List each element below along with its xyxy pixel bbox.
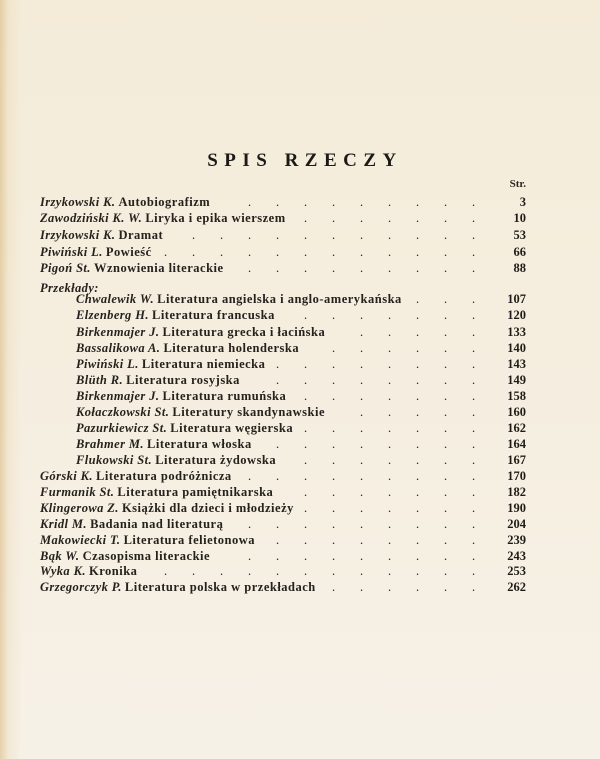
- toc-entry: [40, 260, 526, 276]
- entry-page-number: 162: [507, 421, 526, 435]
- leader-dot: .: [416, 325, 420, 339]
- leader-dot: .: [472, 195, 476, 209]
- entry-author: Flukowski St.: [76, 453, 153, 467]
- entry-title: Literatura włoska: [147, 437, 252, 451]
- leader-dot: .: [332, 453, 336, 467]
- entry-page-number: 120: [507, 308, 526, 322]
- leader-dot: .: [304, 501, 308, 515]
- leader-dot: .: [444, 469, 448, 483]
- leader-dot: .: [360, 421, 364, 435]
- leader-dot: .: [332, 341, 336, 355]
- entry-author: Makowiecki T.: [40, 533, 121, 547]
- page-title: SPIS RZECZY: [207, 150, 403, 171]
- entry-page-number: 107: [507, 292, 526, 306]
- leader-dot: .: [276, 228, 280, 242]
- leader-dot: .: [360, 325, 364, 339]
- leader-dot: .: [248, 228, 252, 242]
- leader-dot: .: [388, 517, 392, 531]
- leader-dot: .: [388, 421, 392, 435]
- leader-dot: .: [360, 437, 364, 451]
- leader-dot: .: [416, 517, 420, 531]
- entry-title: Kronika: [89, 564, 138, 578]
- leader-dot: .: [192, 245, 196, 259]
- leader-dot: .: [360, 211, 364, 225]
- entry-author: Elzenberg H.: [76, 308, 149, 322]
- leader-dot: .: [444, 564, 448, 578]
- leader-dot: .: [472, 228, 476, 242]
- entry-page-number: 88: [513, 261, 526, 275]
- leader-dot: .: [388, 228, 392, 242]
- leader-dot: .: [304, 549, 308, 563]
- leader-dot: .: [388, 357, 392, 371]
- leader-dot: .: [472, 533, 476, 547]
- entry-title: Literatura rosyjska: [126, 373, 240, 387]
- toc-entry: [76, 324, 526, 340]
- entry-title: Literatura angielska i anglo-amerykańska: [157, 292, 402, 306]
- leader-dot: .: [360, 469, 364, 483]
- leader-dot: .: [444, 580, 448, 594]
- toc-entry: [40, 579, 526, 595]
- leader-dot: .: [304, 245, 308, 259]
- entry-page-number: 182: [507, 485, 526, 499]
- leader-dot: .: [304, 308, 308, 322]
- leader-dot: .: [332, 485, 336, 499]
- leader-dot: .: [444, 228, 448, 242]
- entry-author: Kołaczkowski St.: [76, 405, 170, 419]
- entry-page-number: 133: [507, 325, 526, 339]
- entry-title: Dramat: [118, 228, 164, 242]
- entry-author: Bąk W.: [40, 549, 80, 563]
- toc-entry: [40, 194, 526, 210]
- entry-author: Brahmer M.: [76, 437, 144, 451]
- leader-dot: .: [416, 405, 420, 419]
- leader-dot: .: [248, 195, 252, 209]
- entry-author: Górski K.: [40, 469, 93, 483]
- leader-dot: .: [220, 245, 224, 259]
- leader-dot: .: [472, 501, 476, 515]
- leader-dot: .: [416, 549, 420, 563]
- leader-dot: .: [472, 292, 476, 306]
- leader-dot: .: [276, 245, 280, 259]
- leader-dot: .: [304, 195, 308, 209]
- leader-dot: .: [388, 245, 392, 259]
- leader-dot: .: [444, 308, 448, 322]
- leader-dot: .: [304, 437, 308, 451]
- entry-title: Literatura węgierska: [170, 421, 294, 435]
- entry-page-number: 66: [513, 245, 526, 259]
- entry-title: Literatura rumuńska: [162, 389, 287, 403]
- leader-dot: .: [360, 245, 364, 259]
- toc-entry: [76, 372, 526, 388]
- leader-dot: .: [472, 437, 476, 451]
- leader-dot: .: [276, 261, 280, 275]
- entry-author: Zawodziński K. W.: [40, 211, 143, 225]
- leader-dot: .: [388, 437, 392, 451]
- entry-author: Birkenmajer J.: [76, 389, 160, 403]
- entry-author: Irzykowski K.: [40, 228, 116, 242]
- entry-author: Chwalewik W.: [76, 292, 154, 306]
- entry-page-number: 3: [519, 195, 526, 209]
- leader-dot: .: [444, 357, 448, 371]
- leader-dot: .: [304, 389, 308, 403]
- leader-dot: .: [472, 245, 476, 259]
- leader-dot: .: [360, 485, 364, 499]
- entry-author: Bassalikowa A.: [76, 341, 161, 355]
- leader-dot: .: [360, 373, 364, 387]
- leader-dot: .: [332, 389, 336, 403]
- leader-dot: .: [472, 261, 476, 275]
- toc-entry: [76, 388, 526, 404]
- leader-dot: .: [444, 501, 448, 515]
- entry-title: Literatura żydowska: [155, 453, 277, 467]
- leader-dot: .: [416, 501, 420, 515]
- leader-dot: .: [304, 373, 308, 387]
- leader-dot: .: [416, 292, 420, 306]
- entry-author: Wyka K.: [40, 564, 86, 578]
- leader-dot: .: [472, 517, 476, 531]
- leader-dot: .: [472, 373, 476, 387]
- leader-dot: .: [472, 389, 476, 403]
- leader-dot: .: [360, 195, 364, 209]
- entry-title: Literatury skandynawskie: [172, 405, 326, 419]
- leader-dot: .: [332, 195, 336, 209]
- leader-dot: .: [416, 308, 420, 322]
- leader-dot: .: [332, 533, 336, 547]
- leader-dot: .: [360, 549, 364, 563]
- leader-dot: .: [304, 469, 308, 483]
- leader-dot: .: [444, 261, 448, 275]
- leader-dot: .: [388, 533, 392, 547]
- entry-page-number: 53: [513, 228, 526, 242]
- leader-dot: .: [388, 453, 392, 467]
- leader-dot: .: [388, 549, 392, 563]
- leader-dot: .: [276, 517, 280, 531]
- leader-dot: .: [360, 357, 364, 371]
- toc-entry: [40, 548, 526, 564]
- leader-dot: .: [444, 325, 448, 339]
- leader-dot: .: [248, 564, 252, 578]
- toc-entry: [76, 452, 526, 468]
- entry-title: Literatura grecka i łacińska: [162, 325, 326, 339]
- leader-dot: .: [192, 564, 196, 578]
- leader-dot: .: [304, 564, 308, 578]
- leader-dot: .: [248, 245, 252, 259]
- leader-dot: .: [416, 211, 420, 225]
- toc-entry: [40, 500, 526, 516]
- leader-dot: .: [360, 389, 364, 403]
- leader-dot: .: [472, 325, 476, 339]
- leader-dot: .: [416, 357, 420, 371]
- leader-dot: .: [388, 469, 392, 483]
- leader-dot: .: [248, 261, 252, 275]
- leader-dot: .: [444, 211, 448, 225]
- leader-dot: .: [388, 308, 392, 322]
- leader-dot: .: [388, 261, 392, 275]
- entry-author: Piwiński L.: [40, 245, 103, 259]
- leader-dot: .: [416, 228, 420, 242]
- leader-dot: .: [444, 245, 448, 259]
- leader-dot: .: [416, 421, 420, 435]
- entry-title: Literatura polska w przekładach: [124, 580, 316, 594]
- leader-dot: .: [360, 261, 364, 275]
- leader-dot: .: [472, 405, 476, 419]
- entry-page-number: 243: [507, 549, 526, 563]
- leader-dot: .: [276, 437, 280, 451]
- entry-author: Klingerowa Z.: [40, 501, 119, 515]
- leader-dot: .: [388, 373, 392, 387]
- leader-dot: .: [444, 405, 448, 419]
- leader-dot: .: [360, 533, 364, 547]
- leader-dot: .: [472, 469, 476, 483]
- toc-entry: [40, 227, 526, 243]
- leader-dot: .: [248, 549, 252, 563]
- leader-dot: .: [388, 211, 392, 225]
- toc-entry: [76, 356, 526, 372]
- entry-author: Furmanik St.: [40, 485, 115, 499]
- leader-dot: .: [416, 453, 420, 467]
- entry-title: Powieść: [105, 245, 152, 259]
- leader-dot: .: [192, 228, 196, 242]
- entry-author: Irzykowski K.: [40, 195, 116, 209]
- leader-dot: .: [416, 245, 420, 259]
- leader-dot: .: [332, 580, 336, 594]
- leader-dot: .: [276, 564, 280, 578]
- leader-dot: .: [444, 292, 448, 306]
- leader-dot: .: [444, 195, 448, 209]
- leader-dot: .: [416, 580, 420, 594]
- toc-entry: [40, 210, 526, 226]
- entry-page-number: 158: [507, 389, 526, 403]
- entry-title: Literatura niemiecka: [141, 357, 266, 371]
- leader-dot: .: [332, 357, 336, 371]
- entry-title: Literatura francuska: [152, 308, 275, 322]
- entry-page-number: 143: [507, 357, 526, 371]
- leader-dot: .: [332, 261, 336, 275]
- entry-page-number: 160: [507, 405, 526, 419]
- leader-dot: .: [276, 195, 280, 209]
- leader-dot: .: [472, 453, 476, 467]
- leader-dot: .: [360, 580, 364, 594]
- page-column-label: Str.: [509, 178, 526, 190]
- leader-dot: .: [416, 261, 420, 275]
- leader-dot: .: [276, 469, 280, 483]
- leader-dot: .: [444, 485, 448, 499]
- leader-dot: .: [360, 501, 364, 515]
- leader-dot: .: [416, 389, 420, 403]
- leader-dot: .: [416, 533, 420, 547]
- leader-dot: .: [304, 211, 308, 225]
- entry-page-number: 239: [507, 533, 526, 547]
- leader-dot: .: [444, 341, 448, 355]
- leader-dot: .: [220, 228, 224, 242]
- leader-dot: .: [388, 389, 392, 403]
- entry-page-number: 190: [507, 501, 526, 515]
- leader-dot: .: [164, 564, 168, 578]
- leader-dot: .: [360, 453, 364, 467]
- leader-dot: .: [472, 580, 476, 594]
- leader-dot: .: [472, 308, 476, 322]
- entry-title: Literatura pamiętnikarska: [117, 485, 274, 499]
- entry-title: Czasopisma literackie: [82, 549, 211, 563]
- leader-dot: .: [472, 357, 476, 371]
- entry-title: Książki dla dzieci i młodzieży: [121, 501, 294, 515]
- leader-dot: .: [444, 373, 448, 387]
- leader-dot: .: [388, 564, 392, 578]
- leader-dot: .: [360, 564, 364, 578]
- leader-dot: .: [332, 549, 336, 563]
- entry-page-number: 10: [513, 211, 526, 225]
- toc-entry: [40, 532, 526, 548]
- entry-author: Grzegorczyk P.: [40, 580, 122, 594]
- translations-section-label: Przekłady:: [40, 281, 99, 295]
- leader-dot: .: [276, 373, 280, 387]
- leader-dot: .: [332, 501, 336, 515]
- entry-page-number: 262: [507, 580, 526, 594]
- leader-dot: .: [304, 261, 308, 275]
- toc-entry: [76, 291, 526, 307]
- leader-dot: .: [472, 549, 476, 563]
- leader-dot: .: [388, 405, 392, 419]
- entry-title: Badania nad literaturą: [90, 517, 224, 531]
- leader-dot: .: [332, 245, 336, 259]
- leader-dot: .: [332, 228, 336, 242]
- leader-dot: .: [444, 389, 448, 403]
- leader-dot: .: [360, 308, 364, 322]
- entry-author: Piwiński L.: [76, 357, 139, 371]
- leader-dot: .: [472, 485, 476, 499]
- leader-dot: .: [472, 341, 476, 355]
- leader-dot: .: [304, 485, 308, 499]
- leader-dot: .: [416, 437, 420, 451]
- leader-dot: .: [416, 373, 420, 387]
- leader-dot: .: [332, 517, 336, 531]
- entry-author: Pazurkiewicz St.: [76, 421, 168, 435]
- leader-dot: .: [388, 341, 392, 355]
- leader-dot: .: [332, 564, 336, 578]
- leader-dot: .: [444, 453, 448, 467]
- entry-title: Liryka i epika wierszem: [145, 211, 286, 225]
- entry-page-number: 204: [507, 517, 526, 531]
- leader-dot: .: [388, 580, 392, 594]
- leader-dot: .: [332, 469, 336, 483]
- leader-dot: .: [332, 373, 336, 387]
- toc-entry: [76, 307, 526, 323]
- leader-dot: .: [388, 485, 392, 499]
- leader-dot: .: [388, 195, 392, 209]
- toc-entry: [76, 404, 526, 420]
- toc-entry: [40, 468, 526, 484]
- entry-title: Wznowienia literackie: [93, 261, 224, 275]
- leader-dot: .: [164, 245, 168, 259]
- leader-dot: .: [416, 485, 420, 499]
- leader-dot: .: [444, 421, 448, 435]
- toc-entry: [76, 420, 526, 436]
- entry-page-number: 170: [507, 469, 526, 483]
- leader-dot: .: [444, 549, 448, 563]
- leader-dot: .: [304, 517, 308, 531]
- leader-dot: .: [416, 564, 420, 578]
- leader-dot: .: [472, 421, 476, 435]
- entry-page-number: 164: [507, 437, 526, 451]
- leader-dot: .: [444, 517, 448, 531]
- entry-title: Literatura holenderska: [163, 341, 300, 355]
- toc-entry: [40, 563, 526, 579]
- leader-dot: .: [472, 564, 476, 578]
- toc-entry: [76, 340, 526, 356]
- leader-dot: .: [360, 405, 364, 419]
- leader-dot: .: [416, 469, 420, 483]
- leader-dot: .: [248, 469, 252, 483]
- leader-dot: .: [332, 437, 336, 451]
- leader-dot: .: [472, 211, 476, 225]
- leader-dot: .: [360, 517, 364, 531]
- entry-page-number: 167: [507, 453, 526, 467]
- leader-dot: .: [416, 195, 420, 209]
- leader-dot: .: [444, 437, 448, 451]
- toc-entry: [40, 244, 526, 260]
- leader-dot: .: [276, 549, 280, 563]
- entry-page-number: 253: [507, 564, 526, 578]
- leader-dot: .: [332, 308, 336, 322]
- entry-author: Birkenmajer J.: [76, 325, 160, 339]
- entry-title: Literatura podróżnicza: [96, 469, 232, 483]
- leader-dot: .: [416, 341, 420, 355]
- leader-dot: .: [276, 533, 280, 547]
- entry-title: Literatura felietonowa: [123, 533, 256, 547]
- leader-dot: .: [304, 228, 308, 242]
- leader-dot: .: [388, 501, 392, 515]
- leader-dot: .: [360, 228, 364, 242]
- entry-title: Autobiografizm: [118, 195, 211, 209]
- leader-dot: .: [388, 325, 392, 339]
- entry-page-number: 140: [507, 341, 526, 355]
- leader-dot: .: [220, 564, 224, 578]
- entry-author: Pigoń St.: [40, 261, 91, 275]
- entry-page-number: 149: [507, 373, 526, 387]
- entry-author: Kridl M.: [40, 517, 87, 531]
- leader-dot: .: [360, 341, 364, 355]
- leader-dot: .: [276, 357, 280, 371]
- entry-author: Blüth R.: [76, 373, 123, 387]
- leader-dot: .: [304, 421, 308, 435]
- leader-dot: .: [444, 533, 448, 547]
- leader-dot: .: [332, 211, 336, 225]
- toc-entry: [40, 516, 526, 532]
- leader-dot: .: [304, 533, 308, 547]
- leader-dot: .: [304, 357, 308, 371]
- toc-entry: [40, 484, 526, 500]
- toc-entry: [76, 436, 526, 452]
- leader-dot: .: [304, 453, 308, 467]
- leader-dot: .: [248, 517, 252, 531]
- leader-dot: .: [332, 421, 336, 435]
